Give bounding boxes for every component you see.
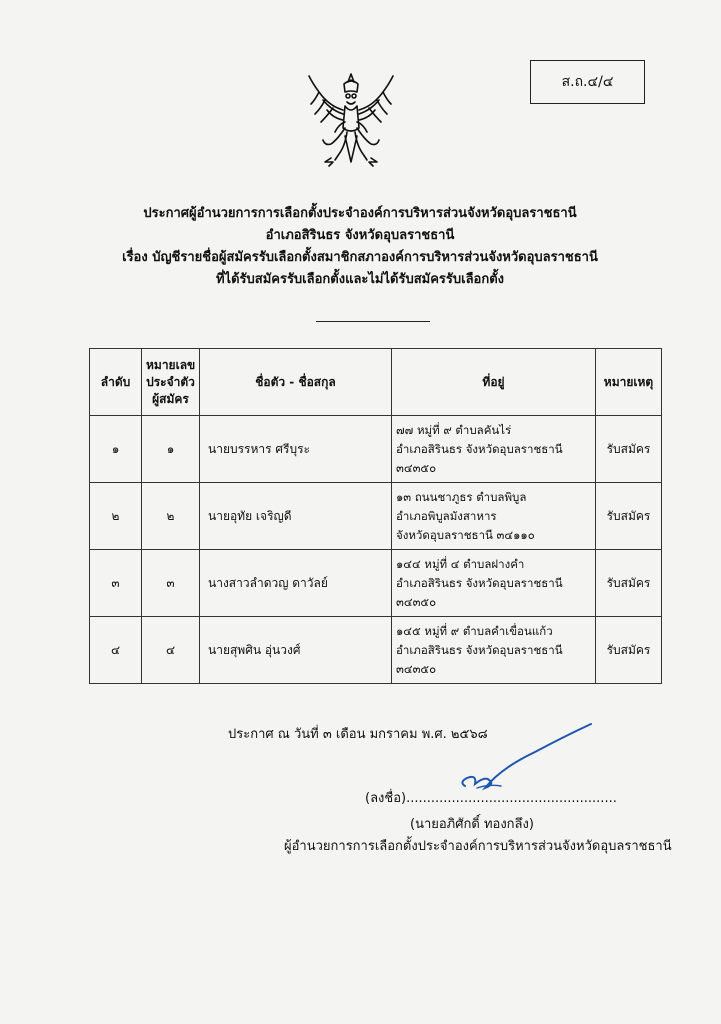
cell-order: ๑ xyxy=(90,416,142,483)
cell-remark: รับสมัคร xyxy=(596,416,662,483)
announcement-date: ประกาศ ณ วันที่ ๓ เดือน มกราคม พ.ศ. ๒๕๖๘ xyxy=(228,727,488,742)
signatory-title: ผู้อำนวยการการเลือกตั้งประจำองค์การบริหารส่วนจังหวัดอุบลราชธานี xyxy=(284,839,672,854)
cell-order: ๓ xyxy=(90,550,142,617)
cell-address: ๗๗ หมู่ที่ ๙ ตำบลคันไร่ อำเภอสิรินธร จังหวัดอุบลราชธานี ๓๔๓๕๐ xyxy=(392,416,596,483)
cell-name: นายบรรหาร ศรีบุระ xyxy=(200,416,392,483)
cell-name: นางสาวลำดวญ ดาวัลย์ xyxy=(200,550,392,617)
cell-remark: รับสมัคร xyxy=(596,550,662,617)
cell-order: ๒ xyxy=(90,483,142,550)
cell-number: ๓ xyxy=(142,550,200,617)
table-row xyxy=(90,483,662,550)
cell-remark: รับสมัคร xyxy=(596,483,662,550)
candidate-table xyxy=(89,348,662,684)
table-header-row xyxy=(90,349,662,416)
cell-number: ๔ xyxy=(142,617,200,684)
cell-name: นายอุทัย เจริญดี xyxy=(200,483,392,550)
col-header-address: ที่อยู่ xyxy=(392,349,596,416)
heading-line-1: ประกาศผู้อำนวยการการเลือกตั้งประจำองค์การบริหารส่วนจังหวัดอุบลราชธานี xyxy=(143,206,577,221)
col-header-order: ลำดับ xyxy=(90,349,142,416)
cell-number: ๑ xyxy=(142,416,200,483)
cell-address: ๑๓ ถนนชาภูธร ตำบลพิบูล อำเภอพิบูลมังสาหาร จังหวัดอุบลราชธานี ๓๔๑๑๐ xyxy=(392,483,596,550)
col-header-number: หมายเลข ประจำตัว ผู้สมัคร xyxy=(142,349,200,416)
heading-line-2: อำเภอสิรินธร จังหวัดอุบลราชธานี xyxy=(265,228,455,243)
table-row xyxy=(90,416,662,483)
announcement-heading xyxy=(100,203,620,291)
col-header-remark: หมายเหตุ xyxy=(596,349,662,416)
cell-order: ๔ xyxy=(90,617,142,684)
table-row xyxy=(90,617,662,684)
table-row xyxy=(90,550,662,617)
cell-address: ๑๔๔ หมู่ที่ ๔ ตำบลฝางคำ อำเภอสิรินธร จังหวัดอุบลราชธานี ๓๔๓๕๐ xyxy=(392,550,596,617)
handwritten-signature xyxy=(455,720,595,795)
signatory-name: (นายอภิศักดิ์ ทองกลึง) xyxy=(410,817,534,832)
cell-remark: รับสมัคร xyxy=(596,617,662,684)
form-code: ส.ถ.๔/๔ xyxy=(561,74,614,90)
cell-number: ๒ xyxy=(142,483,200,550)
heading-line-3: เรื่อง บัญชีรายชื่อผู้สมัครรับเลือกตั้งสมาชิกสภาองค์การบริหารส่วนจังหวัดอุบลราชธานี xyxy=(122,250,598,265)
form-code-box xyxy=(530,60,645,104)
signature-line: (ลงชื่อ)................................................... xyxy=(365,791,617,806)
heading-divider xyxy=(316,321,430,322)
col-header-name: ชื่อตัว - ชื่อสกุล xyxy=(200,349,392,416)
heading-line-4: ที่ได้รับสมัครรับเลือกตั้งและไม่ได้รับสมัครรับเลือกตั้ง xyxy=(215,272,505,287)
cell-address: ๑๔๕ หมู่ที่ ๙ ตำบลคำเขื่อนแก้ว อำเภอสิรินธร จังหวัดอุบลราชธานี ๓๔๓๕๐ xyxy=(392,617,596,684)
cell-name: นายสุพศิน อุ่นวงศ์ xyxy=(200,617,392,684)
garuda-emblem-icon xyxy=(305,70,397,170)
